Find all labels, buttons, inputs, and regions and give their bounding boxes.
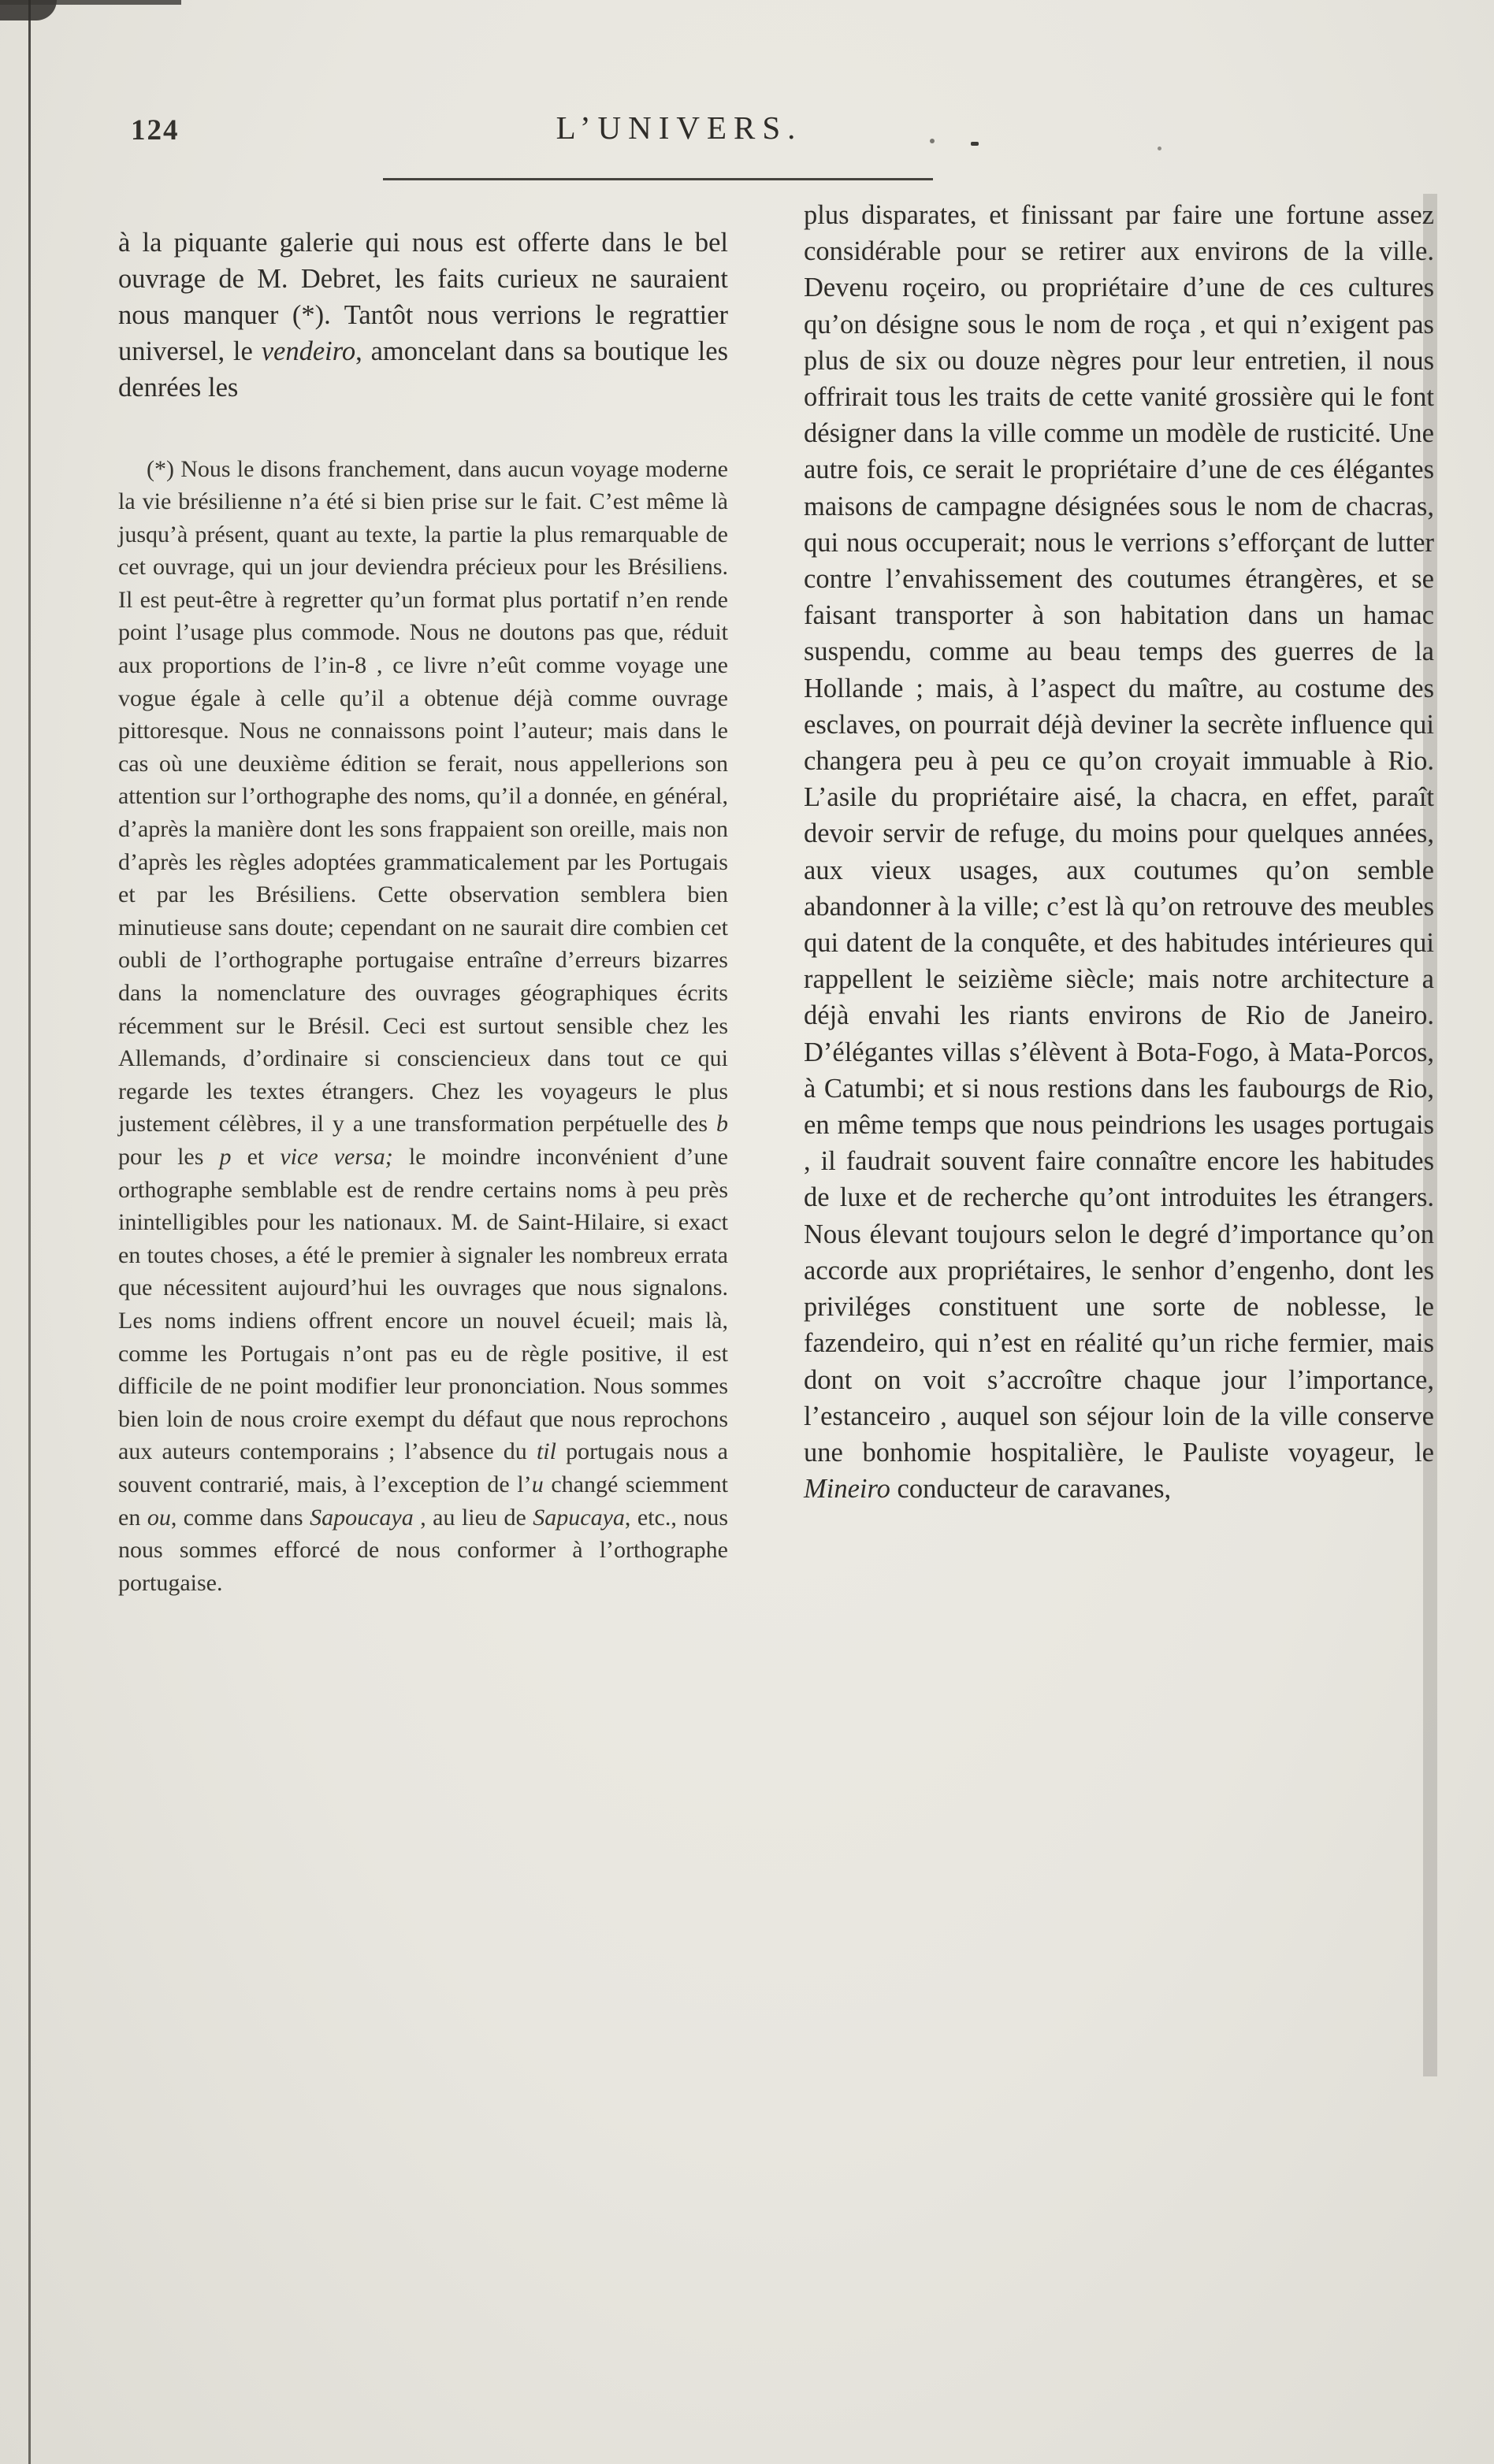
text-segment: à la piquante galerie qui nous est offerte dans le bel ouvrage de M. Debret, les faits curieux ne sauraient nous manquer (*). Tantôt nous verrions le regrattier universel, le (118, 227, 728, 366)
text-segment: , etc., nous nous sommes efforcé de nous conformer à l’orthographe portugaise. (118, 1504, 728, 1596)
text-segment: , comme dans (170, 1504, 310, 1531)
text-segment: et (231, 1143, 281, 1170)
italic-text-segment: til (536, 1438, 556, 1465)
italic-text-segment: Mineiro (804, 1474, 890, 1505)
scan-speck (1158, 147, 1161, 150)
italic-text-segment: b (716, 1111, 728, 1137)
scan-top-edge-shadow (0, 0, 181, 5)
italic-text-segment: p (219, 1143, 232, 1170)
text-segment: le moindre inconvénient d’une orthographe semblable est de rendre certains noms à peu près inintelligibles pour les nationaux. M. de Saint-Hilaire, si exact en toutes choses, a été le premier à signaler les nombreux errata que nécessitent aujourd’hui les ouvrages que nous signalons. Les noms indiens offrent encore un nouvel écueil; mais là, comme les Portugais n’ont pas eu de règle positive, il est difficile de ne point modifier leur prononciation. Nous sommes bien loin de nous croire exempt du défaut que nous reprochons aux auteurs contemporains ; l’absence du (118, 1143, 728, 1465)
page-title: L’UNIVERS. (556, 109, 803, 146)
text-segment: changé sciemment en (118, 1471, 728, 1531)
right-column (804, 197, 1434, 1507)
text-segment: portugais nous a souvent contrarié, mais, à l’exception de l’ (118, 1438, 729, 1497)
text-segment: plus disparates, et finissant par faire une fortune assez considérable pour se retirer aux environs de la ville. Devenu roçeiro, ou propriétaire d’une de ces cultures qu’on désigne sous le nom de roça , et qui n’exigent pas plus de six ou douze nègres pour leur entretien, il nous offrirait tous les traits de cette vanité grossière qui le font désigner dans la ville comme un modèle de rusticité. Une autre fois, ce serait le propriétaire d’une de ces élégantes maisons de campagne désignées sous le nom de chacras, qui nous occuperait; nous le verrions s’efforçant de lutter contre l’envahissement des coutumes étrangères, et se faisant transporter à son habitation dans un hamac suspendu, comme au beau temps des guerres de la Hollande ; mais, à l’aspect du maître, au costume des esclaves, on pourrait déjà deviner la secrète influence qui changera peu à peu ce qu’on croyait immuable à Rio. L’asile du propriétaire aisé, la chacra, en effet, paraît devoir servir de refuge, du moins pour quelques années, aux vieux usages, aux coutumes qu’on semble abandonner à la ville; c’est là qu’on retrouve des meubles qui datent de la conquête, et des habitudes intérieures qui rappellent le seizième siècle; mais notre architecture a déjà envahi les riants environs de Rio de Janeiro. D’élégantes villas s’élèvent à Bota-Fogo, à Mata-Porcos, à Catumbi; et si nous restions dans les faubourgs de Rio, en même temps que nous peindrions les usages portugais , il faudrait souvent faire connaître encore les habitudes de luxe et de recherche qu’ont introduites les étrangers. Nous élevant toujours selon le degré d’importance qu’on accorde aux propriétaires, le senhor d’engenho, dont les priviléges constituent une sorte de noblesse, le fazendeiro, qui n’est en réalité qu’un riche fermier, mais dont on voit s’accroître chaque jour l’importance, l’estanceiro , auquel son séjour loin de la ville conserve une bonhomie hospitalière, le Pauliste voyageur, le (804, 200, 1434, 1468)
italic-text-segment: Sapoucaya (310, 1504, 414, 1531)
italic-text-segment: vice versa; (280, 1143, 393, 1170)
italic-text-segment: u (531, 1471, 544, 1497)
intro-paragraph (118, 225, 728, 406)
body-paragraph (804, 197, 1434, 1507)
left-column (118, 197, 728, 1623)
footnote-paragraph (118, 453, 728, 1600)
scan-left-edge-line (28, 0, 31, 2464)
text-segment: , au lieu de (413, 1504, 533, 1531)
text-segment: conducteur de caravanes, (890, 1474, 1172, 1505)
italic-text-segment: vendeiro (261, 336, 356, 366)
italic-text-segment: ou (147, 1504, 171, 1531)
page-number: 124 (131, 114, 180, 147)
scan-speck (930, 139, 935, 143)
scan-ink-mark (971, 142, 979, 146)
text-segment: (*) Nous le disons franchement, dans aucun voyage moderne la vie brésilienne n’a été si bien prise sur le fait. C’est même là jusqu’à présent, quant au texte, la partie la plus remarquable de cet ouvrage, qui un jour deviendra précieux pour les Brésiliens. Il est peut-être à regretter qu’un format plus portatif n’en rende point l’usage plus commode. Nous ne doutons pas que, réduit aux proportions de l’in-8 , ce livre n’eût comme voyage une vogue égale à celle qu’il a obtenue déjà comme ouvrage pittoresque. Nous ne connaissons point l’auteur; mais dans le cas où une deuxième édition se ferait, nous appellerions son attention sur l’orthographe des noms, qu’il a donnée, en général, d’après la manière dont les sons frappaient son oreille, mais non d’après les règles adoptées grammaticalement par les Portugais et par les Brésiliens. Cette observation semblera bien minutieuse sans doute; cependant on ne saurait dire combien cet oubli de l’orthographe portugaise entraîne d’erreurs bizarres dans la nomenclature des ouvrages géographiques écrits récemment sur le Brésil. Ceci est surtout sensible chez les Allemands, d’ordinaire si consciencieux dans tout ce qui regarde les textes étrangers. Chez les voyageurs le plus justement célèbres, il y a une transformation perpétuelle des (118, 455, 728, 1137)
text-segment: pour les (118, 1143, 220, 1170)
text-segment: , amoncelant dans sa boutique les denrées les (118, 336, 729, 403)
italic-text-segment: Sapucaya (533, 1504, 625, 1531)
header-rule (383, 178, 933, 180)
